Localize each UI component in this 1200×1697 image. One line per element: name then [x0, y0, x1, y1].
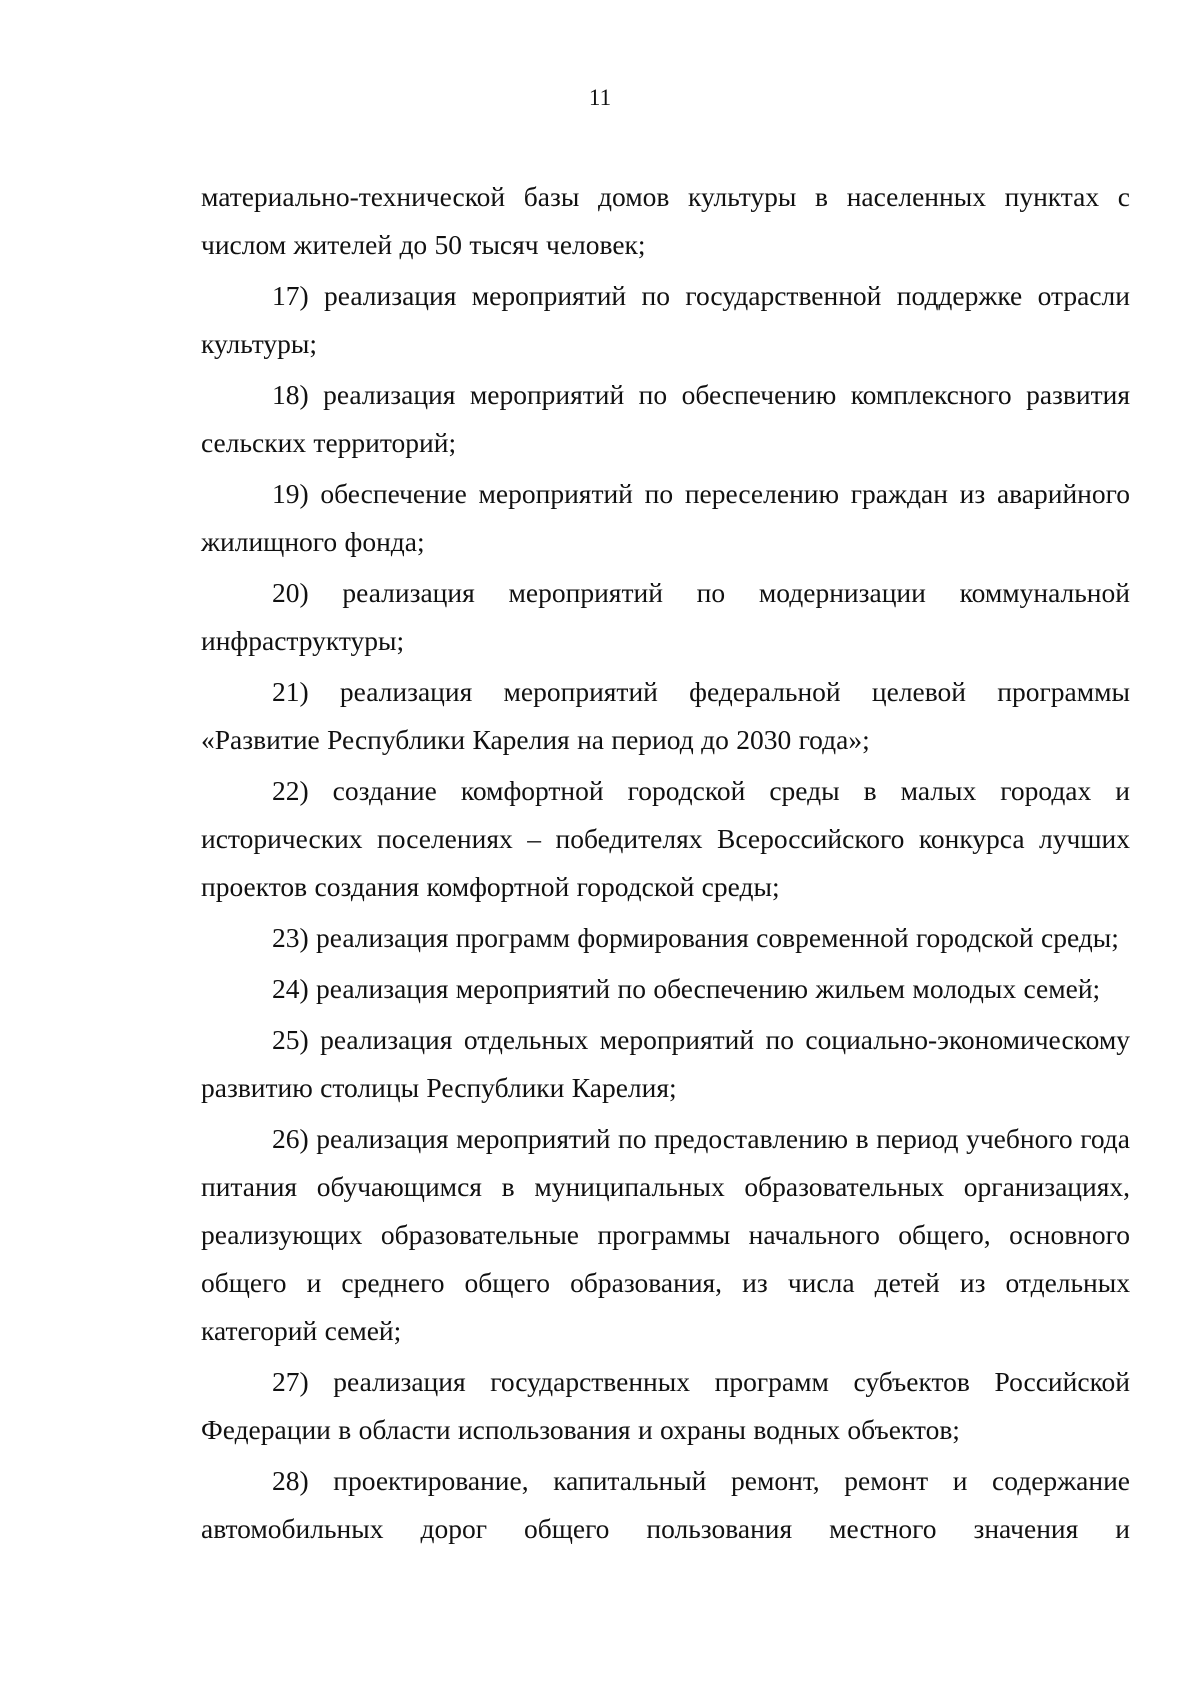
page-number: 11 — [588, 85, 612, 110]
list-item-26: 26) реализация мероприятий по предоставлению в период учебного года питания обучающимся в муниципальных образовательных организациях, реализующих образовательные программы начального общего, основного общего и среднего общего образования, из числа детей из отдельных категорий семей; — [201, 1123, 1130, 1346]
list-item-28: 28) проектирование, капитальный ремонт, ремонт и содержание автомобильных дорог общего пользования местного значения и — [201, 1465, 1130, 1544]
list-item-21: 21) реализация мероприятий федеральной целевой программы «Развитие Республики Карелия на период до 2030 года»; — [201, 676, 1130, 755]
list-item-20: 20) реализация мероприятий по модернизации коммунальной инфраструктуры; — [201, 577, 1130, 656]
paragraph-continuation: материально-технической базы домов культуры в населенных пунктах с числом жителей до 50 тысяч человек; — [201, 181, 1130, 260]
list-item-18: 18) реализация мероприятий по обеспечению комплексного развития сельских территорий; — [201, 379, 1130, 458]
list-item-19: 19) обеспечение мероприятий по переселению граждан из аварийного жилищного фонда; — [201, 478, 1130, 557]
document-body — [201, 173, 1130, 1553]
list-item-25: 25) реализация отдельных мероприятий по социально-экономическому развитию столицы Республики Карелия; — [201, 1024, 1130, 1103]
list-item-27: 27) реализация государственных программ субъектов Российской Федерации в области использования и охраны водных объектов; — [201, 1366, 1130, 1445]
list-item-22: 22) создание комфортной городской среды в малых городах и исторических поселениях – победителях Всероссийского конкурса лучших проектов создания комфортной городской среды; — [201, 775, 1130, 902]
list-item-24: 24) реализация мероприятий по обеспечению жильем молодых семей; — [272, 973, 1101, 1004]
list-item-23: 23) реализация программ формирования современной городской среды; — [272, 922, 1119, 953]
list-item-17: 17) реализация мероприятий по государственной поддержке отрасли культуры; — [201, 280, 1130, 359]
